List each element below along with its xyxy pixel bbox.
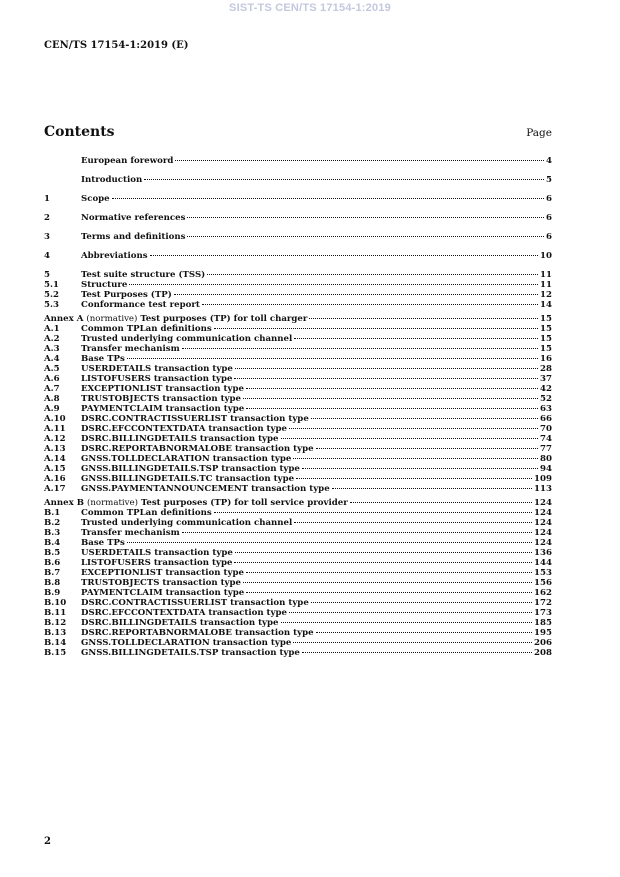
dot-leader [214, 327, 538, 329]
toc-entry[interactable] [44, 364, 552, 374]
toc-entry-title: DSRC.EFCCONTEXTDATA transaction type [81, 608, 287, 618]
toc-entry-number: B.7 [44, 568, 61, 578]
toc-entry[interactable] [44, 404, 552, 414]
dot-leader [175, 159, 544, 161]
toc-entry[interactable] [44, 528, 552, 538]
dot-leader [302, 651, 532, 653]
toc-entry-title: Base TPs [81, 538, 125, 548]
toc-entry-page: 12 [540, 290, 552, 300]
toc-entry[interactable] [44, 290, 552, 300]
toc-entry[interactable] [44, 334, 552, 344]
toc-entry[interactable] [44, 414, 552, 424]
toc-entry-title: TRUSTOBJECTS transaction type [81, 578, 242, 588]
toc-entry-page: 94 [540, 464, 552, 474]
toc-entry-title: DSRC.REPORTABNORMALOBE transaction type [81, 628, 314, 638]
watermark: SIST-TS CEN/TS 17154-1:2019 [229, 2, 391, 14]
dot-leader [182, 531, 532, 533]
dot-leader [214, 511, 532, 513]
dot-leader [129, 283, 538, 285]
dot-leader [289, 611, 532, 613]
toc-entry[interactable] [44, 444, 552, 454]
dot-leader [289, 427, 538, 429]
dot-leader [235, 367, 538, 369]
dot-leader [309, 317, 538, 319]
toc-entry[interactable] [44, 598, 552, 608]
dot-leader [316, 631, 532, 633]
dot-leader [150, 254, 538, 256]
toc-entry[interactable] [44, 608, 552, 618]
toc-entry-title: DSRC.BILLINGDETAILS transaction type [81, 618, 279, 628]
toc-entry[interactable] [44, 324, 552, 334]
toc-entry[interactable] [44, 424, 552, 434]
toc-entry-title: DSRC.EFCCONTEXTDATA transaction type [81, 424, 287, 434]
dot-leader [281, 437, 539, 439]
toc-entry[interactable] [44, 578, 552, 588]
dot-leader [316, 447, 538, 449]
toc-entry-page: 74 [540, 434, 552, 444]
toc-entry-title: GNSS.BILLINGDETAILS.TSP transaction type [81, 464, 300, 474]
toc-entry[interactable] [44, 344, 552, 354]
toc-entry-title: Common TPLan definitions [81, 508, 212, 518]
toc-entry-number: A.1 [44, 324, 60, 334]
toc-entry-page: 11 [540, 280, 552, 290]
dot-leader [182, 347, 538, 349]
toc-entry-number: 4 [44, 251, 50, 261]
toc-entry-page: 195 [534, 628, 552, 638]
toc-entry-title: Structure [81, 280, 128, 290]
toc-entry-number: A.7 [44, 384, 60, 394]
toc-entry[interactable] [44, 434, 552, 444]
toc-entry-title: PAYMENTCLAIM transaction type [81, 588, 245, 598]
toc-entry-page: 5 [546, 175, 552, 185]
toc-entry-title: LISTOFUSERS transaction type [81, 374, 233, 384]
dot-leader [296, 477, 532, 479]
toc-entry-number: B.11 [44, 608, 67, 618]
toc-entry[interactable] [44, 454, 552, 464]
toc-entry-number: B.10 [44, 598, 67, 608]
toc-entry-page: 28 [540, 364, 552, 374]
toc-entry-page: 124 [534, 498, 552, 508]
dot-leader [293, 641, 532, 643]
dot-leader [202, 303, 538, 305]
toc-entry-number: A.6 [44, 374, 60, 384]
toc-entry-number: B.5 [44, 548, 61, 558]
toc-entry[interactable] [44, 518, 552, 528]
toc-entry-page: 37 [540, 374, 552, 384]
toc-entry-title: GNSS.BILLINGDETAILS.TSP transaction type [81, 648, 300, 658]
dot-leader [246, 571, 532, 573]
toc-entry-page: 4 [546, 156, 552, 166]
dot-leader [174, 293, 538, 295]
dot-leader [234, 561, 532, 563]
dot-leader [112, 197, 544, 199]
dot-leader [187, 235, 544, 237]
toc-entry-title: Scope [81, 194, 110, 204]
toc-entry-page: 16 [540, 354, 552, 364]
toc-entry-page: 153 [534, 568, 552, 578]
toc-entry-title: PAYMENTCLAIM transaction type [81, 404, 245, 414]
page-column-label: Page [526, 127, 552, 139]
toc-entry-title: EXCEPTIONLIST transaction type [81, 384, 244, 394]
toc-entry-number: Annex B [44, 498, 85, 508]
toc-entry-number: B.4 [44, 538, 61, 548]
toc-entry-title: EXCEPTIONLIST transaction type [81, 568, 244, 578]
toc-entry-title: Base TPs [81, 354, 125, 364]
document-id: CEN/TS 17154-1:2019 (E) [44, 40, 189, 51]
toc-entry-page: 124 [534, 538, 552, 548]
dot-leader [207, 273, 538, 275]
toc-entry-number: A.16 [44, 474, 66, 484]
toc-entry[interactable] [44, 354, 552, 364]
toc-entry-title: Test Purposes (TP) [81, 290, 172, 300]
toc-entry-number: 5 [44, 270, 50, 280]
toc-entry[interactable] [44, 270, 552, 280]
toc-entry-page: 113 [534, 484, 552, 494]
dot-leader [243, 581, 532, 583]
toc-entry-page: 70 [540, 424, 552, 434]
toc-entry[interactable] [44, 300, 552, 310]
page-number: 2 [44, 836, 51, 847]
toc-entry-page: 11 [540, 270, 552, 280]
toc-entry-note: (normative) [86, 314, 138, 324]
toc-entry-page: 206 [534, 638, 552, 648]
toc-entry-number: 3 [44, 232, 50, 242]
toc-entry-title: Trusted underlying communication channel [81, 334, 293, 344]
toc-entry-number: A.8 [44, 394, 60, 404]
toc-entry[interactable] [44, 538, 552, 548]
toc-entry-title: DSRC.REPORTABNORMALOBE transaction type [81, 444, 314, 454]
toc-entry-page: 144 [534, 558, 552, 568]
toc-entry-number: B.1 [44, 508, 61, 518]
toc-entry-number: A.5 [44, 364, 60, 374]
toc-entry-title: Abbreviations [81, 251, 148, 261]
toc-entry-page: 208 [534, 648, 552, 658]
toc-entry-page: 15 [540, 314, 552, 324]
toc-entry-title: Test suite structure (TSS) [81, 270, 206, 280]
toc-entry-title: DSRC.CONTRACTISSUERLIST transaction type [81, 598, 309, 608]
toc-entry-number: A.11 [44, 424, 66, 434]
toc-entry[interactable] [44, 588, 552, 598]
toc-entry[interactable] [44, 618, 552, 628]
toc-entry-page: 63 [540, 404, 552, 414]
toc-entry-page: 14 [540, 300, 552, 310]
table-of-contents [44, 156, 552, 658]
toc-entry[interactable] [44, 156, 552, 166]
dot-leader [234, 377, 538, 379]
toc-entry-number: A.15 [44, 464, 66, 474]
toc-entry-number: B.13 [44, 628, 67, 638]
toc-entry[interactable] [44, 464, 552, 474]
toc-entry-number: B.15 [44, 648, 67, 658]
dot-leader [281, 621, 533, 623]
toc-entry-page: 156 [534, 578, 552, 588]
toc-entry[interactable] [44, 498, 552, 508]
toc-entry-title: Trusted underlying communication channel [81, 518, 293, 528]
toc-entry-page: 15 [540, 344, 552, 354]
toc-entry[interactable] [44, 175, 552, 185]
toc-entry-number: B.9 [44, 588, 61, 598]
toc-entry-number: 1 [44, 194, 50, 204]
toc-entry-page: 124 [534, 508, 552, 518]
toc-entry[interactable] [44, 280, 552, 290]
toc-entry-title: GNSS.TOLLDECLARATION transaction type [81, 454, 292, 464]
toc-entry-number: 5.2 [44, 290, 59, 300]
toc-entry-number: B.6 [44, 558, 61, 568]
dot-leader [246, 407, 538, 409]
toc-entry-title: Common TPLan definitions [81, 324, 212, 334]
toc-entry[interactable] [44, 484, 552, 494]
toc-entry-number: 2 [44, 213, 50, 223]
toc-entry[interactable] [44, 558, 552, 568]
dot-leader [243, 397, 538, 399]
toc-entry-number: A.4 [44, 354, 60, 364]
toc-entry-title: TRUSTOBJECTS transaction type [81, 394, 242, 404]
toc-entry-title: European foreword [81, 156, 174, 166]
toc-entry-number: 5.3 [44, 300, 59, 310]
toc-entry-note: (normative) [87, 498, 138, 508]
toc-entry-title [44, 498, 348, 508]
dot-leader [294, 521, 532, 523]
toc-entry[interactable] [44, 394, 552, 404]
toc-entry-number: A.2 [44, 334, 60, 344]
toc-entry-page: 77 [540, 444, 552, 454]
toc-entry-number: B.8 [44, 578, 61, 588]
toc-entry-label: Test purposes (TP) for toll charger [137, 314, 308, 324]
toc-entry[interactable] [44, 213, 552, 223]
toc-entry-number: A.13 [44, 444, 66, 454]
toc-entry-number: B.14 [44, 638, 67, 648]
dot-leader [302, 467, 538, 469]
dot-leader [350, 501, 532, 503]
toc-entry-title [44, 314, 307, 324]
toc-entry-title: Introduction [81, 175, 143, 185]
toc-entry-page: 136 [534, 548, 552, 558]
toc-entry-number: A.12 [44, 434, 66, 444]
toc-entry-page: 6 [546, 213, 552, 223]
toc-entry-title: LISTOFUSERS transaction type [81, 558, 233, 568]
toc-entry-page: 66 [540, 414, 552, 424]
toc-entry-title: Transfer mechanism [81, 528, 180, 538]
toc-entry-number: 5.1 [44, 280, 59, 290]
toc-entry[interactable] [44, 384, 552, 394]
dot-leader [144, 178, 544, 180]
toc-entry-page: 6 [546, 232, 552, 242]
toc-entry-page: 173 [534, 608, 552, 618]
toc-entry[interactable] [44, 648, 552, 658]
dot-leader [127, 541, 532, 543]
toc-entry-page: 80 [540, 454, 552, 464]
toc-entry-page: 15 [540, 324, 552, 334]
toc-entry-label: Test purposes (TP) for toll service provider [137, 498, 348, 508]
toc-entry-title: DSRC.BILLINGDETAILS transaction type [81, 434, 279, 444]
toc-entry[interactable] [44, 508, 552, 518]
dot-leader [332, 487, 532, 489]
contents-title: Contents [44, 124, 115, 140]
toc-entry[interactable] [44, 194, 552, 204]
dot-leader [293, 457, 538, 459]
toc-entry-title: Conformance test report [81, 300, 200, 310]
toc-entry-title: Transfer mechanism [81, 344, 180, 354]
toc-entry-number: B.2 [44, 518, 61, 528]
toc-entry[interactable] [44, 638, 552, 648]
toc-entry-page: 162 [534, 588, 552, 598]
toc-entry-page: 52 [540, 394, 552, 404]
dot-leader [294, 337, 538, 339]
toc-entry-number: Annex A [44, 314, 84, 324]
toc-entry[interactable] [44, 474, 552, 484]
dot-leader [311, 417, 538, 419]
toc-entry-number: A.9 [44, 404, 60, 414]
toc-entry-page: 109 [534, 474, 552, 484]
toc-entry-title: Terms and definitions [81, 232, 186, 242]
toc-entry-page: 172 [534, 598, 552, 608]
toc-entry[interactable] [44, 232, 552, 242]
toc-entry-page: 124 [534, 528, 552, 538]
toc-entry-page: 42 [540, 384, 552, 394]
dot-leader [127, 357, 538, 359]
toc-entry-title: GNSS.BILLINGDETAILS.TC transaction type [81, 474, 295, 484]
toc-entry[interactable] [44, 314, 552, 324]
dot-leader [311, 601, 532, 603]
dot-leader [246, 387, 538, 389]
toc-entry-page: 6 [546, 194, 552, 204]
toc-entry-number: B.12 [44, 618, 67, 628]
toc-entry-title: USERDETAILS transaction type [81, 548, 233, 558]
toc-entry-page: 185 [534, 618, 552, 628]
toc-entry-number: A.14 [44, 454, 66, 464]
toc-entry[interactable] [44, 568, 552, 578]
dot-leader [246, 591, 532, 593]
toc-entry-number: A.17 [44, 484, 66, 494]
toc-entry-title: DSRC.CONTRACTISSUERLIST transaction type [81, 414, 309, 424]
toc-entry-title: GNSS.PAYMENTANNOUNCEMENT transaction type [81, 484, 330, 494]
toc-entry-title: USERDETAILS transaction type [81, 364, 233, 374]
toc-entry[interactable] [44, 628, 552, 638]
toc-entry-number: B.3 [44, 528, 61, 538]
toc-entry-page: 124 [534, 518, 552, 528]
toc-entry[interactable] [44, 548, 552, 558]
toc-entry-page: 10 [540, 251, 552, 261]
dot-leader [187, 216, 544, 218]
toc-entry-title: Normative references [81, 213, 186, 223]
toc-entry-number: A.3 [44, 344, 60, 354]
toc-entry-page: 15 [540, 334, 552, 344]
toc-entry-title: GNSS.TOLLDECLARATION transaction type [81, 638, 292, 648]
toc-entry-number: A.10 [44, 414, 66, 424]
toc-entry[interactable] [44, 374, 552, 384]
toc-entry[interactable] [44, 251, 552, 261]
dot-leader [235, 551, 532, 553]
